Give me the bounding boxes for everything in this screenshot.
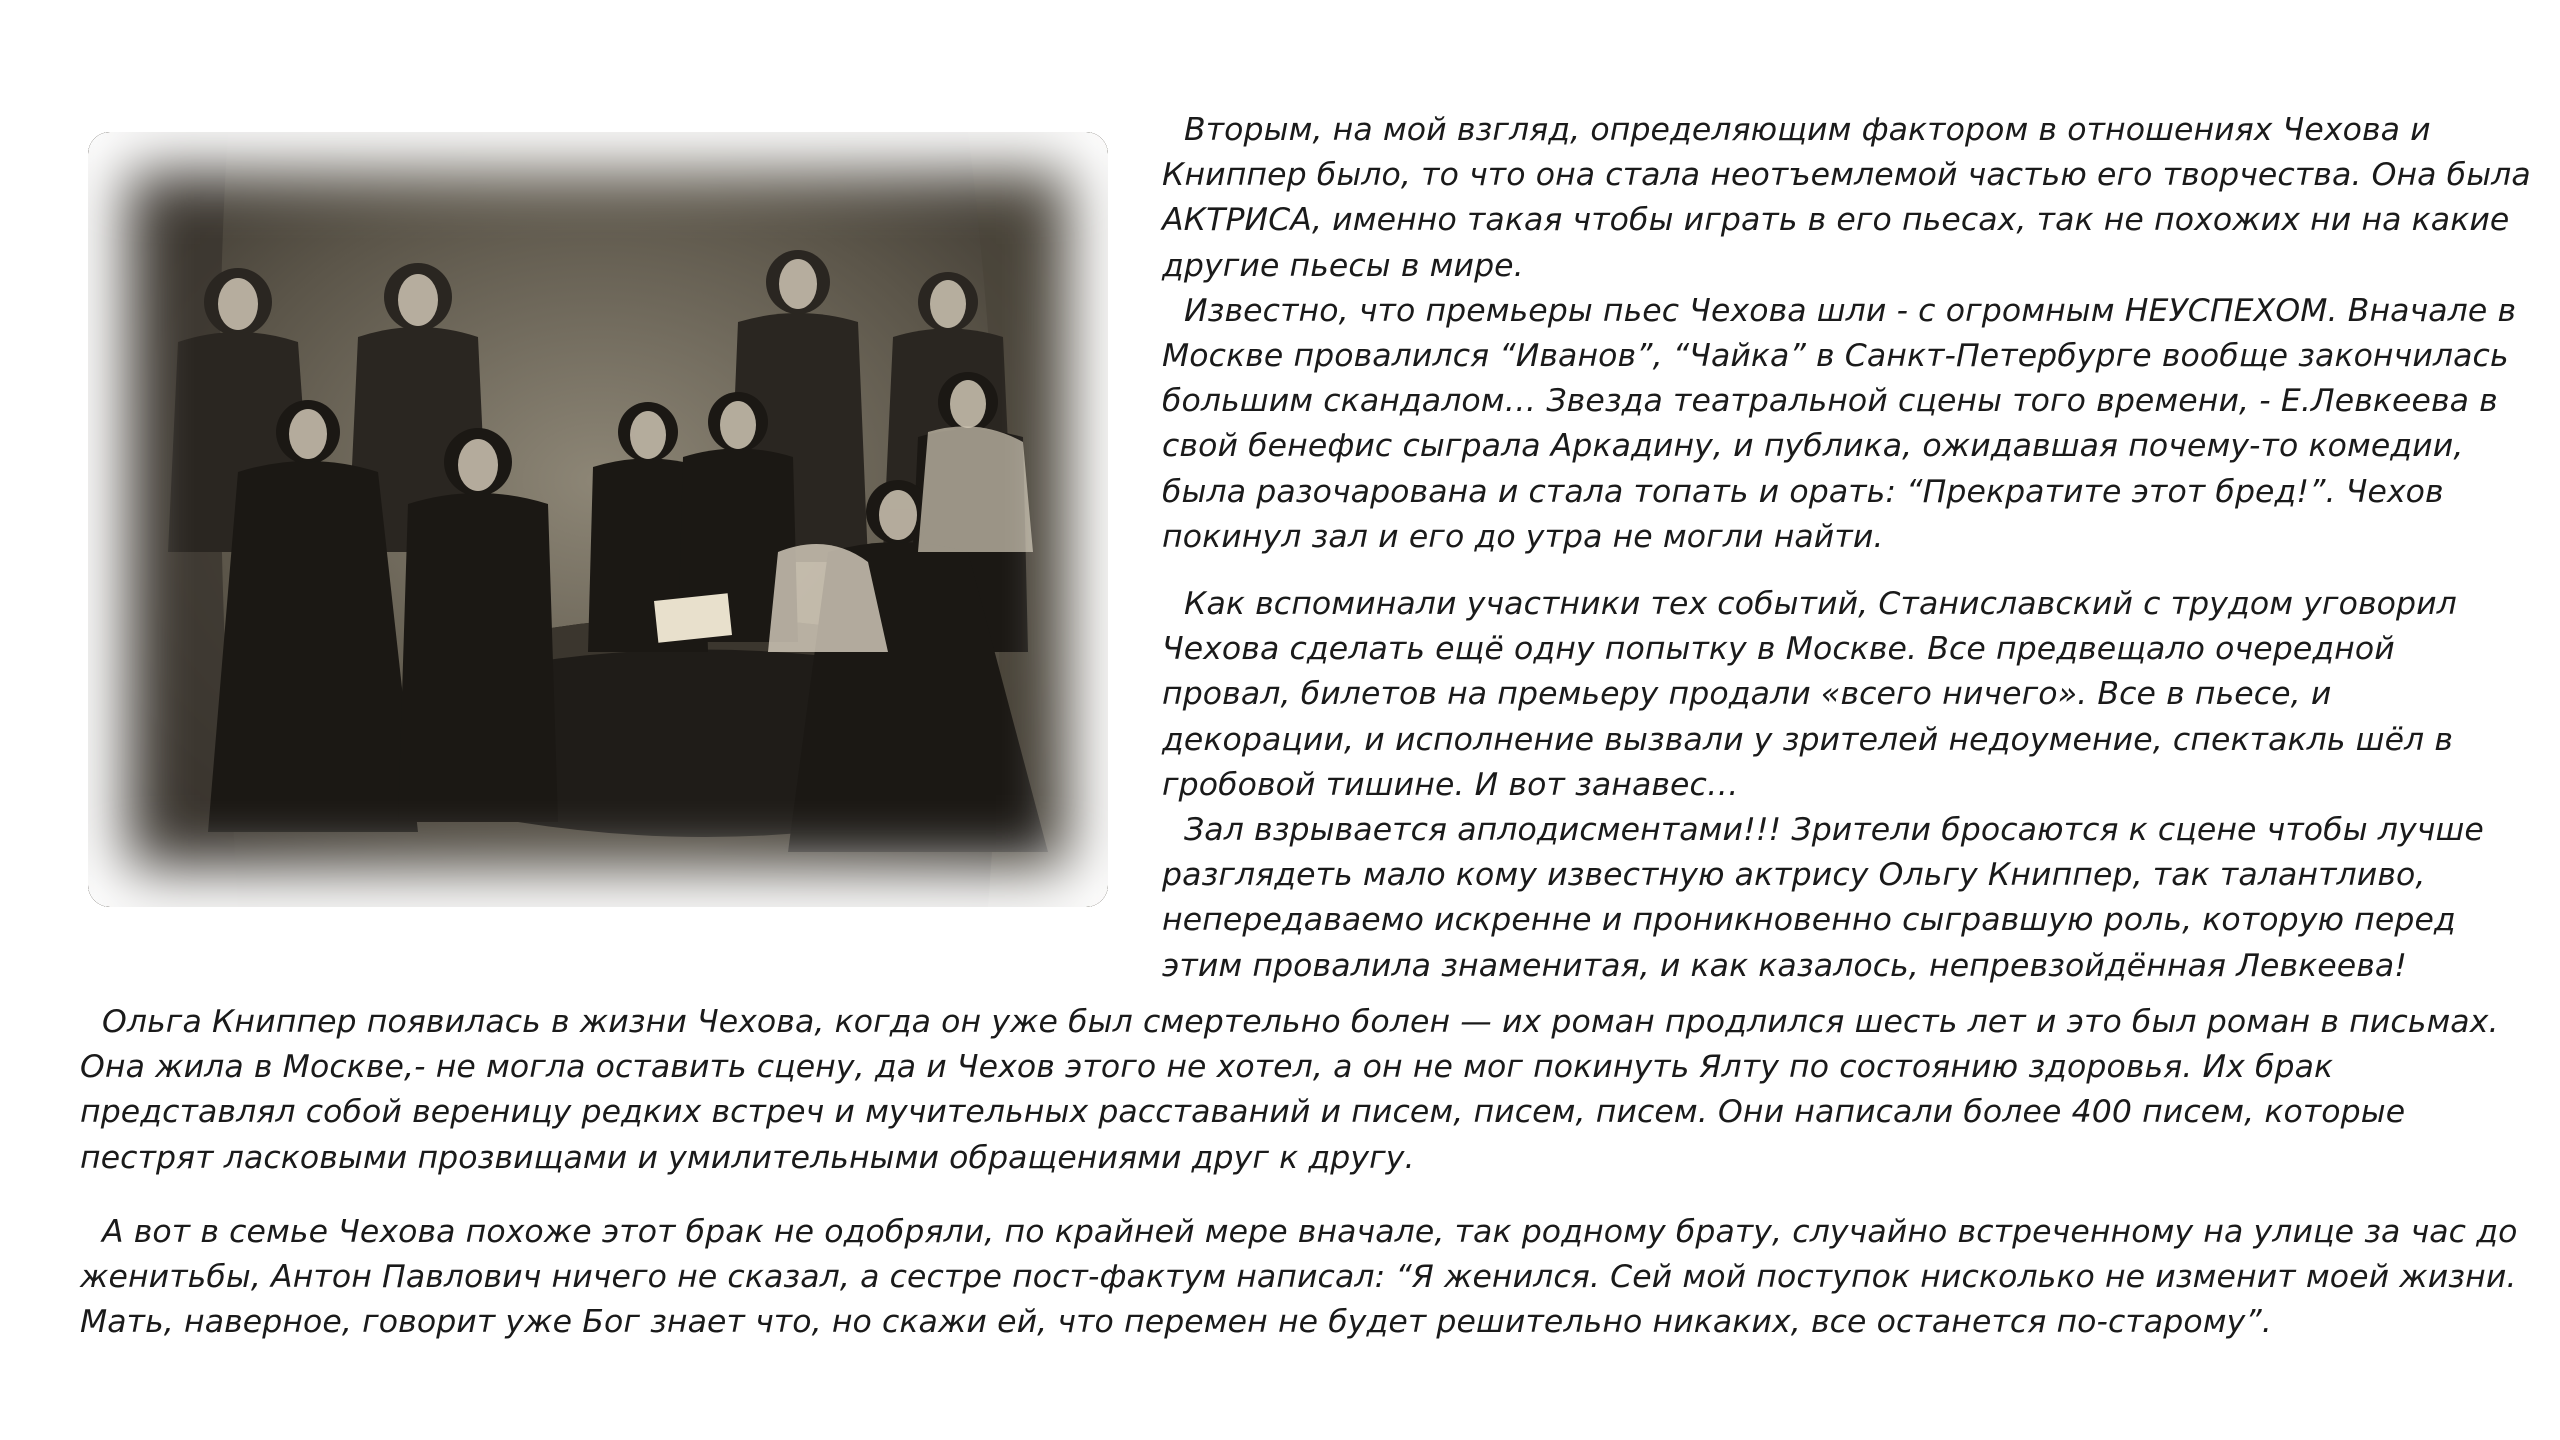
right-paragraph-1: Вторым, на мой взгляд, определяющим фактором в отношениях Чехова и Книппер было, то что она стала неотъемлемой частью его творчества. Она была АКТРИСА, именно такая чтобы играть в его пьесах, так не похожих ни на какие другие пьесы в мире. [1162, 112, 2531, 284]
group-photo [88, 132, 1108, 907]
right-paragraph-2: Известно, что премьеры пьес Чехова шли - с огромным НЕУСПЕХОМ. Вначале в Москве провалился “Иванов”, “Чайка” в Санкт-Петербурге вообще закончилась большим скандалом… Звезда театральной сцены того времени, - Е.Левкеева в свой бенефис сыграла Аркадину, и публика, ожидавшая почему-то комедии, была разочарована и стала топать и орать: “Прекратите этот бред!”. Чехов покинул зал и его до утра не могли найти. [1162, 292, 2517, 555]
bottom-paragraph-1: Ольга Книппер появилась в жизни Чехова, когда он уже был смертельно болен — их роман продлился шесть лет и это был роман в письмах. Она жила в Москве,- не могла оставить сцену, да и Чехов этого не хотел, а он не мог покинуть Ялту по состоянию здоровья. Их брак представлял собой вереницу редких встреч и мучительных расставаний и писем, писем, писем. Они написали более 400 писем, которые пестрят ласковыми прозвищами и умилительными обращениями друг к другу. [80, 1004, 2499, 1176]
bottom-text-block-1 [80, 1000, 2520, 1181]
bottom-paragraph-2: А вот в семье Чехова похоже этот брак не одобряли, по крайней мере вначале, так родному брату, случайно встреченному на улице за час до женитьбы, Антон Павлович ничего не сказал, а сестре пост-фактум написал: “Я женился. Сей мой поступок нисколько не изменит моей жизни. Мать, наверное, говорит уже Бог знает что, но скажи ей, что перемен не будет решительно никаких, все останется по-старому”. [80, 1214, 2518, 1341]
paragraph-gap [1162, 560, 2532, 582]
photo-illustration [88, 132, 1108, 907]
right-text-column [1162, 108, 2532, 989]
bottom-text-block-2 [80, 1210, 2520, 1346]
right-paragraph-3: Как вспоминали участники тех событий, Станиславский с трудом уговорил Чехова сделать ещё одну попытку в Москве. Все предвещало очередной провал, билетов на премьеру продали «всего ничего». Все в пьесе, и декорации, и исполнение вызвали у зрителей недоумение, спектакль шёл в гробовой тишине. И вот занавес… [1162, 586, 2457, 803]
right-paragraph-4: Зал взрывается аплодисментами!!! Зрители бросаются к сцене чтобы лучше разглядеть мало кому известную актрису Ольгу Книппер, так талантливо, непередаваемо искренне и проникновенно сыгравшую роль, которую перед этим провалила знаменитая, и как казалось, непревзойдённая Левкеева! [1162, 812, 2484, 984]
